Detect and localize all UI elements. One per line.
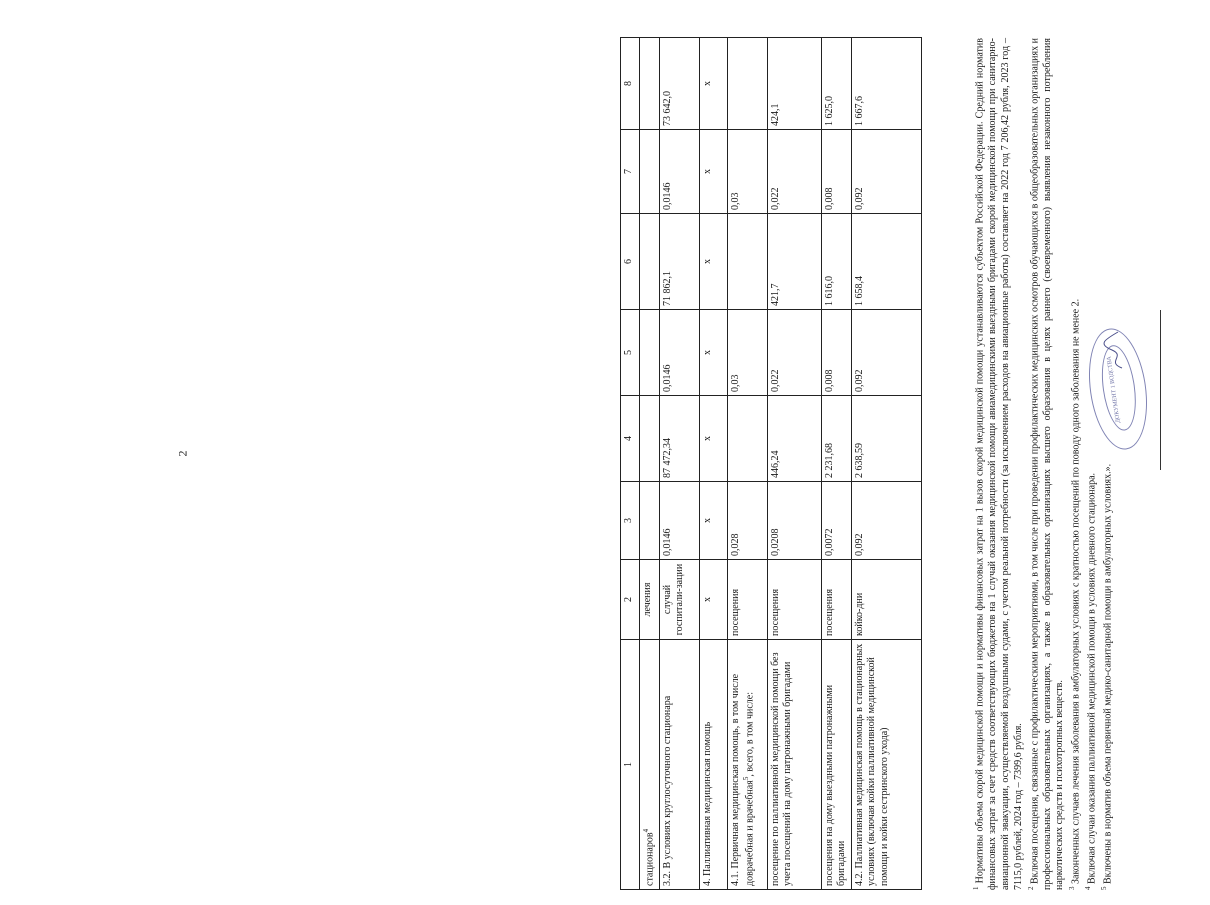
- value-cell: 0,0208: [767, 482, 821, 560]
- unit-cell: посещения: [767, 560, 821, 640]
- value-cell: 0,0072: [821, 482, 851, 560]
- value-cell: [640, 38, 660, 130]
- value-cell: [640, 130, 660, 214]
- column-number: 2: [621, 560, 640, 640]
- table-row: [727, 38, 767, 890]
- value-cell: 1 667,6: [851, 38, 921, 130]
- value-cell: 0,0146: [659, 130, 699, 214]
- column-number: 4: [621, 396, 640, 482]
- value-cell: 0,03: [727, 130, 767, 214]
- value-cell: 1 658,4: [851, 214, 921, 310]
- value-cell: 87 472,34: [659, 396, 699, 482]
- value-cell: 0,0146: [659, 482, 699, 560]
- value-cell: [640, 214, 660, 310]
- unit-cell: лечения: [640, 560, 660, 640]
- column-number: 3: [621, 482, 640, 560]
- value-cell: 421,7: [767, 214, 821, 310]
- table-row: [767, 38, 821, 890]
- value-cell: 0,092: [851, 482, 921, 560]
- footnote: $^3$ Законченных случаев лечения заболевания в амбулаторных условиях с кратностью посещений по поводу одного заболевания не менее 2.: [1068, 298, 1082, 890]
- value-cell: 0,008: [821, 130, 851, 214]
- row-label: 4. Паллиативная медицинская помощь: [699, 640, 727, 890]
- row-label: 4.2. Паллиативная медицинская помощь в стационарных условиях (включая койки паллиативной медицинской помощи и койки сестринского ухода): [851, 640, 921, 890]
- closing-rule: [1160, 310, 1161, 470]
- page-number: 2: [175, 450, 190, 457]
- value-cell: 73 642,0: [659, 38, 699, 130]
- value-cell: [727, 396, 767, 482]
- value-cell: 0,022: [767, 130, 821, 214]
- value-cell: [640, 396, 660, 482]
- value-cell: 71 862,1: [659, 214, 699, 310]
- column-number: 1: [621, 640, 640, 890]
- unit-cell: случай госпитали-зации: [659, 560, 699, 640]
- unit-cell: посещения: [821, 560, 851, 640]
- value-cell: 1 625,0: [821, 38, 851, 130]
- footnotes: [972, 38, 1117, 890]
- value-cell: 0,008: [821, 310, 851, 396]
- row-label: 4.1. Первичная медицинская помощь, в том числе доврачебная и врачебная$^5$, всего, в том числе:: [727, 640, 767, 890]
- table-row: [821, 38, 851, 890]
- column-number-row: [621, 38, 640, 890]
- value-cell: [727, 214, 767, 310]
- value-cell: [727, 38, 767, 130]
- value-cell: 424,1: [767, 38, 821, 130]
- column-number: 6: [621, 214, 640, 310]
- value-cell: 2 231,68: [821, 396, 851, 482]
- value-cell: х: [699, 38, 727, 130]
- footnote: $^2$ Включая посещения, связанные с профилактическими мероприятиями, в том числе при проведении профилактических медицинских осмотров обучающихся в общеобразовательных организациях и профессиональных образовательных организациях, а также в образовательных организациях высшего образования в целях раннего (своевременного) выявления незаконного потребления наркотических средств и психотропных веществ.: [1026, 38, 1066, 890]
- footnote: $^4$ Включая случаи оказания паллиативной медицинской помощи в условиях дневного стационара.: [1084, 472, 1098, 890]
- value-cell: 0,028: [727, 482, 767, 560]
- norms-table: [620, 37, 922, 890]
- value-cell: [640, 310, 660, 396]
- column-number: 7: [621, 130, 640, 214]
- value-cell: х: [699, 130, 727, 214]
- table-row: [659, 38, 699, 890]
- table-row: [699, 38, 727, 890]
- column-number: 5: [621, 310, 640, 396]
- value-cell: 0,0146: [659, 310, 699, 396]
- value-cell: 446,24: [767, 396, 821, 482]
- row-label: посещения на дому выездными патронажными бригадами: [821, 640, 851, 890]
- value-cell: 0,03: [727, 310, 767, 396]
- value-cell: х: [699, 482, 727, 560]
- value-cell: 0,022: [767, 310, 821, 396]
- rotated-document: [620, 10, 1210, 890]
- value-cell: [640, 482, 660, 560]
- value-cell: 2 638,59: [851, 396, 921, 482]
- value-cell: х: [699, 396, 727, 482]
- value-cell: х: [699, 310, 727, 396]
- value-cell: 0,092: [851, 310, 921, 396]
- footnote: $^1$ Нормативы объема скорой медицинской помощи и нормативы финансовых затрат на 1 вызов скорой медицинской помощи устанавливаются субъектом Российской Федерации. Средний норматив финансовых затрат за счет средств соответствующих бюджетов на 1 случай оказания медицинской помощи авиамедицинскими выездными бригадами скорой медицинской помощи при санитарно-авиационной эвакуации, осуществляемой воздушными судами, с учетом реальной потребности (за исключением расходов на авиационные работы) составляет на 2022 год 7 206,42 рубля, 2023 год – 7115,0 рублей, 2024 год – 7399,6 рубля.: [972, 37, 1024, 890]
- value-cell: х: [699, 214, 727, 310]
- signature-mark: [1102, 330, 1128, 370]
- unit-cell: х: [699, 560, 727, 640]
- row-label: стационаров$^4$: [640, 640, 660, 890]
- unit-cell: посещения: [727, 560, 767, 640]
- row-label: 3.2. В условиях круглосуточного стационара: [659, 640, 699, 890]
- column-number: 8: [621, 38, 640, 130]
- value-cell: 1 616,0: [821, 214, 851, 310]
- unit-cell: койко-дни: [851, 560, 921, 640]
- row-label: посещение по паллиативной медицинской помощи без учета посещений на дому патронажными бригадами: [767, 640, 821, 890]
- value-cell: 0,092: [851, 130, 921, 214]
- footnote: $^5$ Включены в норматив объема первичной медико-санитарной помощи в амбулаторных условиях.».: [1100, 463, 1114, 890]
- table-row: [851, 38, 921, 890]
- stamp-text: ДОКУМЕНТ 1 ВОДСТВА: [1106, 355, 1122, 424]
- table-row: [640, 38, 660, 890]
